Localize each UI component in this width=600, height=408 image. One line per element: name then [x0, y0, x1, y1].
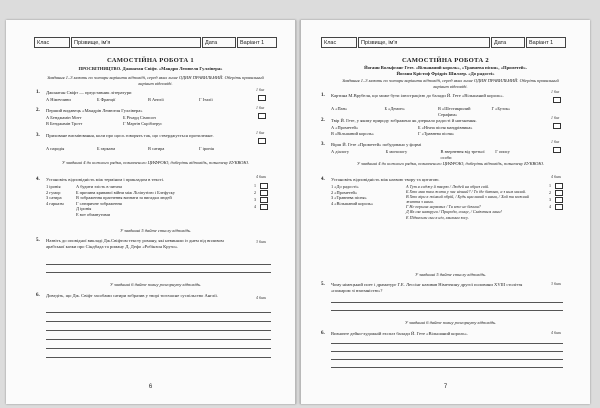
date-field[interactable]: Дата	[202, 37, 236, 48]
q4-grid-label-4: 4	[254, 204, 256, 209]
q3-option-c[interactable]: В звернення від третьої особи	[440, 149, 485, 160]
q4-left-3: 3 «Травнева пісня»	[331, 195, 367, 201]
name-field[interactable]: Прізвище, ім'я	[358, 37, 490, 48]
q1-points: 1 бал	[256, 88, 265, 92]
page-number: 7	[443, 384, 448, 390]
q4-points: 4 бали	[256, 175, 267, 179]
q3-option-b[interactable]: Б монологу	[385, 149, 408, 154]
instruction-5: У завданні 5 дайте стислу відповідь.	[119, 228, 192, 233]
q6-answer-line-3[interactable]	[331, 359, 563, 360]
instruction-6: У завданні 6 дайте повну розгорнуту відповідь.	[404, 320, 497, 325]
q6-answer-line-2[interactable]	[331, 351, 563, 352]
q4-grid-cell-3[interactable]	[555, 197, 563, 203]
work-subtitle-1: Йоганн Вольфганг Гете. «Вільшаний король», «Травнева пісня», «Прометей».	[364, 65, 527, 70]
q1-option-d[interactable]: Г «Бузок»	[491, 106, 511, 111]
q4-right-b: Б Хто мав там жити у час нічний? / То їде батько, а з ним малий.	[406, 189, 526, 195]
q4-left-2: 2 «Прометей»	[331, 189, 358, 195]
q2-points: 1 бал	[551, 116, 560, 120]
q2-number: 2.	[36, 108, 40, 113]
q4-right-b: Б причина кривавої війни між Ліліпутією і Блефуску	[76, 189, 175, 195]
right-page	[300, 20, 590, 404]
name-field[interactable]: Прізвище, ім'я	[71, 37, 201, 48]
q1-points: 1 бал	[551, 90, 560, 94]
q2-points: 1 бал	[256, 106, 265, 110]
q5-answer-line-1[interactable]	[331, 302, 563, 303]
q5-points: 3 бали	[256, 240, 267, 244]
q6-points: 4 бали	[551, 331, 562, 335]
q3-options	[46, 146, 246, 152]
q1-text: Джонатан Свіфт — представник літератури	[46, 90, 132, 95]
q6-number: 6.	[321, 331, 325, 336]
q3-number: 3.	[321, 142, 325, 147]
left-page	[6, 20, 296, 404]
instruction-5: У завданні 5 дайте стислу відповідь.	[414, 272, 487, 277]
q4-grid-label-1: 1	[254, 183, 256, 188]
q1-option-a[interactable]: А «Пан»	[331, 106, 348, 111]
work-subtitle-2: Йоганн Крістоф Фрідріх Шиллер. «До радості»	[396, 71, 495, 76]
q5-number: 5.	[321, 282, 325, 287]
q5-points: 3 бали	[551, 282, 562, 286]
q1-option-c[interactable]: В «Шестикрилий Серафим»	[438, 106, 471, 117]
q4-left-1: 1 «До радості»	[331, 184, 359, 189]
q3-points: 1 бал	[551, 140, 560, 144]
q4-right-e: Д Як сяє навкруги / Природа, сонце, / Сміються лани!	[406, 209, 502, 215]
q4-right-f: Е Підвесили сни в ніч, хвилини зосу.	[406, 214, 469, 220]
q4-right-f: Е вот обманутими	[76, 211, 111, 217]
q3-option-b[interactable]: Б гарказм	[97, 146, 116, 151]
q4-text: Установіть відповідність між назвою твору та цитатою.	[331, 177, 440, 182]
q5-number: 5.	[36, 238, 40, 243]
work-title: САМОСТІЙНА РОБОТА 1	[106, 57, 195, 64]
q4-grid-label-3: 3	[549, 197, 551, 202]
work-title: САМОСТІЙНА РОБОТА 2	[401, 57, 490, 64]
q2-option-b[interactable]: Б Річард Сімпсон	[123, 115, 156, 120]
q6-points: 4 бали	[256, 296, 267, 300]
q4-text: Установіть відповідність між терміном і прикладом в тексті.	[46, 177, 165, 182]
q2-option-c[interactable]: В «Вільшаний король»	[331, 130, 374, 136]
instruction-1-3: Завдання 1–3 мають по чотири варіанти відповіді, серед яких лише ОДИН ПРАВИЛЬНИЙ. Оберіть правильний варіант відповіді.	[342, 78, 559, 89]
q3-options	[331, 149, 546, 161]
q3-option-d[interactable]: Г опису	[495, 149, 510, 154]
q4-grid-cell-3[interactable]	[260, 197, 268, 203]
q4-number: 4.	[321, 177, 325, 182]
q6-answer-line-5[interactable]	[46, 348, 271, 349]
instruction-4: У завданні 4 до кожного рядка, позначеного ЦИФРОЮ, доберіть відповідь, позначену БУКВОЮ.	[356, 161, 545, 166]
header-fields	[34, 37, 277, 48]
q4-grid-cell-1[interactable]	[260, 183, 268, 189]
instruction-6: У завданні 6 дайте повну розгорнуту відповідь.	[109, 282, 202, 287]
q4-right-d: Г сатиричне зображення	[76, 200, 122, 206]
q4-right-c: В Хто віри в жінкий обрій, / Будь щасливий з нами, / Хай ти кожний життя з нами.	[406, 194, 529, 205]
q2-text: Перший видавець «Мандрів Лемюеля Гуллівера»	[46, 108, 143, 113]
class-field[interactable]: Клас	[321, 37, 357, 48]
q4-grid-label-3: 3	[254, 197, 256, 202]
q4-right-a: А будити злість в читача	[76, 184, 122, 189]
q2-option-d[interactable]: Г Мартін Скріблерус	[123, 120, 163, 126]
q1-answer-box[interactable]	[258, 95, 266, 101]
q3-option-a[interactable]: А діалогу	[331, 149, 350, 154]
page-number: 6	[148, 384, 153, 390]
q3-option-d[interactable]: Г іронія	[199, 146, 214, 151]
q3-option-a[interactable]: А пародія	[46, 146, 65, 151]
q4-match-table	[331, 184, 541, 220]
instruction-1-3: Завдання 1–3 мають по чотири варіанти відповіді, серед яких лише ОДИН ПРАВИЛЬНИЙ. Оберіть правильний варіант відповіді.	[47, 75, 264, 86]
q4-number: 4.	[36, 177, 40, 182]
q4-grid-cell-2[interactable]	[555, 190, 563, 196]
q1-option-d[interactable]: Г Італії	[199, 97, 213, 102]
q3-option-c[interactable]: В сатира	[148, 146, 165, 151]
q1-option-b[interactable]: Б Франції	[97, 97, 116, 102]
q1-option-b[interactable]: Б «Демон»	[384, 106, 405, 111]
q6-answer-line-4[interactable]	[331, 367, 563, 368]
q1-number: 1.	[36, 90, 40, 95]
variant-field: Варіант 1	[237, 37, 277, 48]
instruction-4: У завданні 4 до кожного рядка, позначеного ЦИФРОЮ, доберіть відповідь, позначену БУКВОЮ.	[61, 160, 250, 165]
q2-option-b[interactable]: Б «Нічна пісня мандрівника»	[418, 125, 473, 130]
q1-option-a[interactable]: А Німеччини	[46, 97, 71, 102]
q6-answer-line-3[interactable]	[46, 330, 271, 331]
q6-answer-line-1[interactable]	[331, 343, 563, 344]
q4-grid-label-4: 4	[549, 204, 551, 209]
date-field[interactable]: Дата	[491, 37, 525, 48]
q4-answer-grid	[549, 183, 563, 210]
q2-option-a[interactable]: А «Прометей»	[331, 125, 359, 130]
header-fields	[321, 37, 566, 48]
q4-grid-label-2: 2	[549, 190, 551, 195]
q1-options	[331, 106, 541, 118]
q1-number: 1.	[321, 93, 325, 98]
q1-text: Картина М.Врубеля, що може бути ілюстрацією до балади Й. Гете «Вільшаний король».	[331, 93, 504, 98]
q5-text: Чому німецький поет і драматург Г.Е. Лессінг називав Німеччину другої половини XVIII століття «пожаром зі взаємністю»?	[331, 282, 523, 293]
q1-answer-box[interactable]	[553, 97, 561, 103]
q3-answer-box[interactable]	[258, 138, 266, 144]
q6-answer-line-2[interactable]	[46, 321, 271, 322]
q2-option-c[interactable]: В Бенджамін Тротт	[46, 120, 83, 126]
q2-options	[331, 125, 501, 137]
q5-answer-line-2[interactable]	[331, 310, 563, 311]
q6-answer-line-6[interactable]	[46, 357, 271, 358]
q4-left-4: 4 «Вільшаний король»	[331, 200, 374, 206]
q4-right-e: Д іронія	[76, 206, 92, 212]
q3-answer-box[interactable]	[553, 147, 561, 153]
q4-left-1: 1 іронія	[46, 184, 61, 189]
q4-grid-cell-2[interactable]	[260, 190, 268, 196]
q3-text: Приховане висміювання, коли про щось говорять так, що стверджується протилежне.	[46, 133, 214, 138]
q5-answer-line-2[interactable]	[46, 272, 271, 273]
q4-grid-label-2: 2	[254, 190, 256, 195]
q2-number: 2.	[321, 118, 325, 123]
q4-answer-grid	[254, 183, 268, 210]
work-subtitle: ПРОСВІТНИЦТВО. Джонатан Свіфт. «Мандри Лемюеля Гуллівера»	[78, 66, 223, 71]
q6-text: Визначте дейно-художній ехсплз балади Й. Гете «Вільшаний король».	[331, 331, 468, 336]
q4-right-c: В зображення прагнення визнати за вигадки людей	[76, 195, 172, 201]
q4-match-table	[46, 184, 236, 218]
q2-options	[46, 115, 196, 127]
q1-options	[46, 97, 246, 103]
q4-points: 4 бали	[551, 175, 562, 179]
q2-option-a[interactable]: А Бенджамін Мотт	[46, 115, 82, 120]
q2-text: Твір Й. Гете, у якому природу зображено як дзеркало радості й натхнення.	[331, 118, 477, 123]
class-field[interactable]: Клас	[34, 37, 70, 48]
q4-right-a: А Тут я сиджу й творю / Людей на образ свій.	[406, 184, 490, 189]
q5-text: Назвіть до оповідної викладі Дж.Свіфтом тексту роману, які невиняли із днем під впливом арабської казки про Сіндбада та роману Д. Дефо «Робінзон Крузо».	[46, 238, 224, 249]
q1-option-c[interactable]: В Англії	[148, 97, 164, 102]
q4-left-3: 3 сатира	[46, 195, 62, 201]
q4-grid-label-1: 1	[549, 183, 551, 188]
q3-number: 3.	[36, 133, 40, 138]
q2-answer-box[interactable]	[258, 113, 266, 119]
q6-text: Доведіть, що Дж. Свіфт засобами сатири зобразив у творі тогочасне суспільство Англії.	[46, 293, 218, 298]
q5-answer-line-1[interactable]	[46, 264, 271, 265]
q4-grid-cell-4[interactable]	[555, 204, 563, 210]
q4-right-d: Г Не перших нервових / Ти вже не бачиш?	[406, 204, 481, 210]
q4-grid-cell-4[interactable]	[260, 204, 268, 210]
q2-option-d[interactable]: Г «Травнева пісня»	[418, 130, 455, 136]
q2-answer-box[interactable]	[553, 123, 561, 129]
q4-left-2: 2 гумор	[46, 189, 61, 195]
q3-points: 1 бал	[256, 131, 265, 135]
q6-answer-line-1[interactable]	[46, 312, 271, 313]
q4-left-4: 4 гарказм	[46, 200, 64, 206]
q6-number: 6.	[36, 293, 40, 298]
q3-text: Вірш Й. Гете «Прометей» побудовано у формі	[331, 142, 422, 147]
q4-grid-cell-1[interactable]	[555, 183, 563, 189]
variant-field: Варіант 1	[526, 37, 566, 48]
q6-answer-line-4[interactable]	[46, 339, 271, 340]
